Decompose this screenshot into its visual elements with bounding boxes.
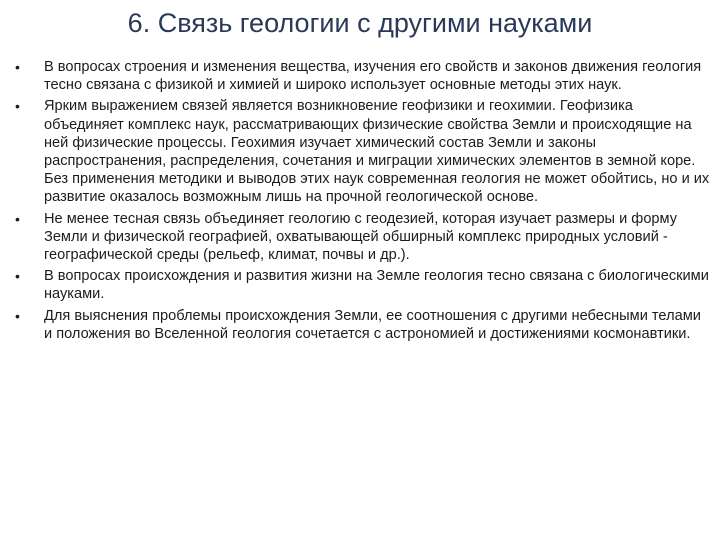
bullet-text: Не менее тесная связь объединяет геологию с геодезией, которая изучает размеры и форму Земли и физической географией, охватывающей обширный комплекс природных условий - географической среды (рельеф, климат, почвы и др.). [44,210,678,264]
bullet-text: В вопросах строения и изменения вещества, изучения его свойств и законов движения геология тесно связана с физикой и химией и широко использует основные методы этих наук. [44,59,702,94]
bullet-text: В вопросах происхождения и развития жизни на Земле геология тесно связана с биологическими науками. [44,268,709,303]
bullet-icon: • [15,98,20,115]
bullet-item [15,267,712,303]
bullet-item [15,210,712,265]
bullet-text: Ярким выражением связей является возникновение геофизики и геохимии. Геофизика объединяет комплекс наук, рассматривающих физические свойства Земли и происходящие на ней физические процессы. Геохимия изучает химический состав Земли и законы распространения, распределения, сочетания и миграции химических элементов в земной коре. Без применения методики и выводов этих наук современная геология не может обойтись, но и их развитие оказалось возможным лишь на прочной геологической основе. [44,98,710,206]
bullet-item [15,58,712,94]
bullet-icon: • [15,307,20,324]
bullet-item [15,97,712,206]
bullet-item [15,307,712,343]
bullet-list [15,58,712,346]
slide-title: 6. Связь геологии с другими науками [127,8,593,38]
bullet-icon: • [15,210,20,227]
bullet-icon: • [15,59,20,75]
bullet-icon: • [15,268,20,285]
bullet-text: Для выяснения проблемы происхождения Земли, ее соотношения с другими небесными телами и положения во Вселенной геология сочетается с астрономией и достижениями космонавтики. [44,307,701,342]
